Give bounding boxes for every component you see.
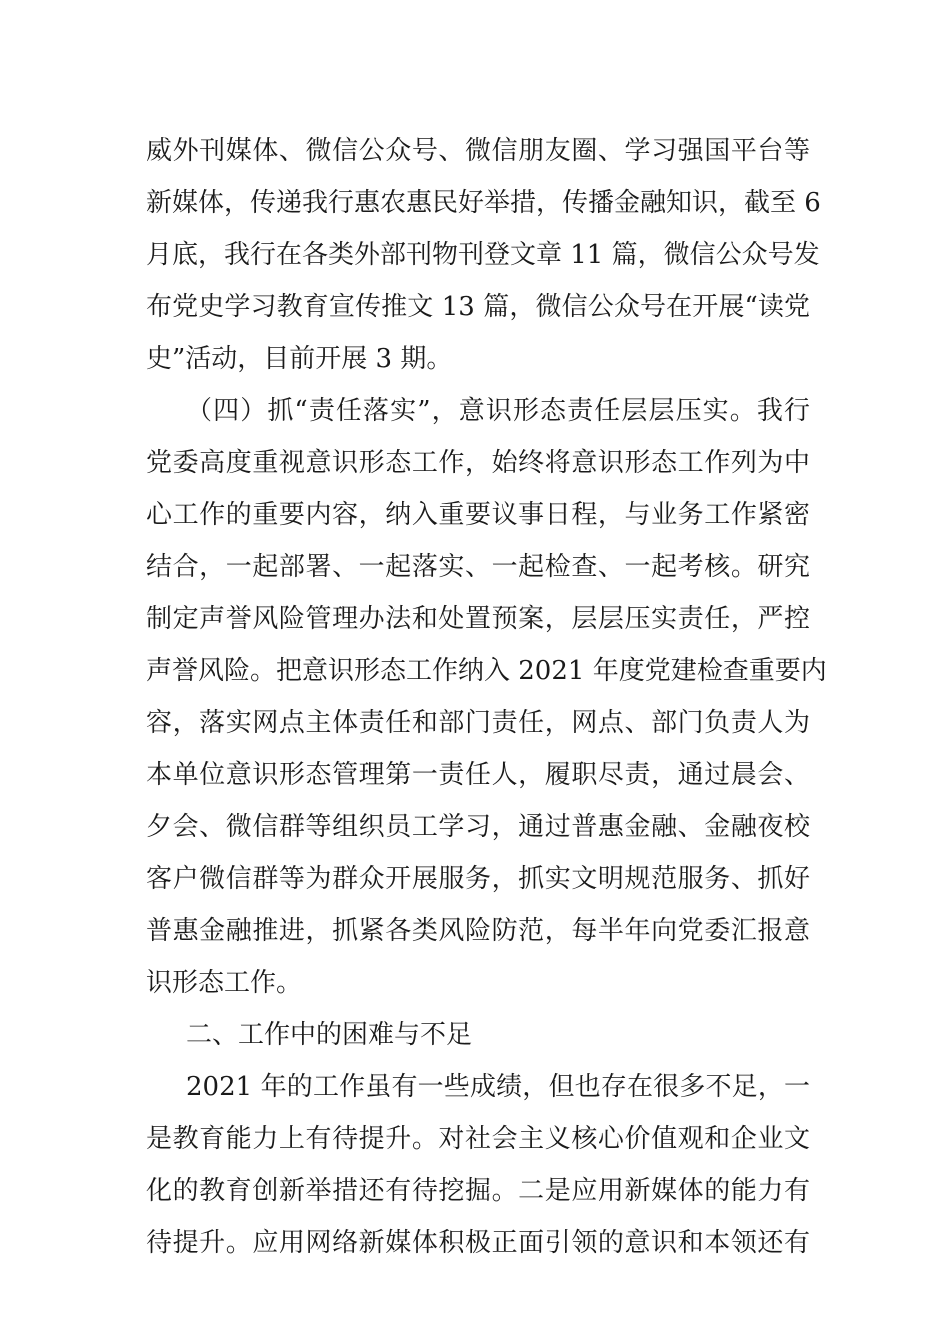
- text-line: 本单位意识形态管理第一责任人，履职尽责，通过晨会、: [146, 760, 810, 790]
- text-line: 月底，我行在各类外部刊物刊登文章 11 篇，微信公众号发: [146, 240, 820, 270]
- text-line: 声誉风险。把意识形态工作纳入 2021 年度党建检查重要内: [146, 656, 827, 686]
- text-line: 制定声誉风险管理办法和处置预案，层层压实责任，严控: [146, 604, 810, 634]
- text-line: 普惠金融推进，抓紧各类风险防范，每半年向党委汇报意: [146, 916, 810, 946]
- text-line: 容，落实网点主体责任和部门责任，网点、部门负责人为: [146, 708, 810, 738]
- paragraph-heading-line: （四）抓“责任落实”，意识形态责任层层压实。我行: [186, 396, 810, 426]
- text-line: 客户微信群等为群众开展服务，抓实文明规范服务、抓好: [146, 864, 810, 894]
- text-line: 党委高度重视意识形态工作，始终将意识形态工作列为中: [146, 448, 810, 478]
- section-heading: 二、工作中的困难与不足: [186, 1020, 473, 1050]
- text-line: 待提升。应用网络新媒体积极正面引领的意识和本领还有: [146, 1228, 810, 1258]
- text-line: 2021 年的工作虽有一些成绩，但也存在很多不足，一: [186, 1072, 810, 1102]
- text-line: 心工作的重要内容，纳入重要议事日程，与业务工作紧密: [146, 500, 810, 530]
- text-line: 识形态工作。: [146, 968, 303, 998]
- text-line: 史”活动，目前开展 3 期。: [146, 344, 453, 374]
- text-line: 是教育能力上有待提升。对社会主义核心价值观和企业文: [146, 1124, 810, 1154]
- text-line: 结合，一起部署、一起落实、一起检查、一起考核。研究: [146, 552, 810, 582]
- text-line: 夕会、微信群等组织员工学习，通过普惠金融、金融夜校: [146, 812, 810, 842]
- text-line: 化的教育创新举措还有待挖掘。二是应用新媒体的能力有: [146, 1176, 810, 1206]
- document-page: [146, 125, 827, 1269]
- text-line: 新媒体，传递我行惠农惠民好举措，传播金融知识，截至 6: [146, 188, 821, 218]
- text-line: 威外刊媒体、微信公众号、微信朋友圈、学习强国平台等: [146, 136, 810, 166]
- text-line: 布党史学习教育宣传推文 13 篇，微信公众号在开展“读党: [146, 292, 810, 322]
